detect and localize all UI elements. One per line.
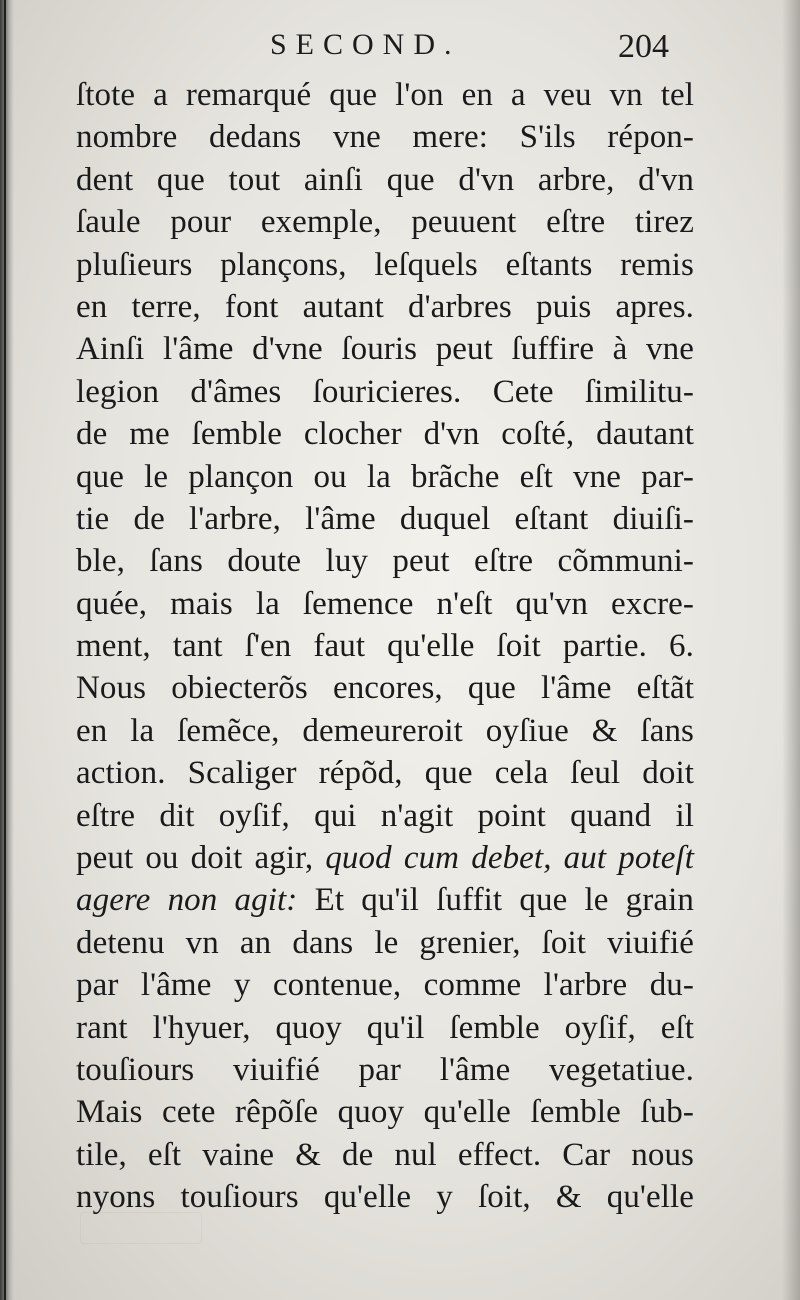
text-line <box>76 837 694 879</box>
roman-segment: peut ou doit agir, <box>76 840 326 877</box>
text-line: eſtre dit oyſif, qui n'agit point quand il <box>76 797 694 834</box>
page-edge-shadow <box>782 0 800 1300</box>
text-line: legion d'âmes ſouricieres. Cete ſimilitu- <box>76 373 694 410</box>
text-line: en la ſemẽce, demeureroit oyſiue & ſans <box>76 712 694 749</box>
roman-segment: Et qu'il ſuffit que le grain <box>297 882 694 919</box>
text-line: ſtote a remarqué que l'on en a veu vn tel <box>76 77 694 113</box>
text-line: Mais cete rêpõſe quoy qu'elle ſemble ſub- <box>76 1094 694 1131</box>
text-line: detenu vn an dans le grenier, ſoit viuifié <box>76 924 694 961</box>
text-line: tile, eſt vaine & de nul effect. Car nous <box>76 1136 694 1173</box>
text-line: pluſieurs plançons, leſquels eſtants remis <box>76 246 694 283</box>
running-head: SECOND. <box>270 28 461 61</box>
text-line: rant l'hyuer, quoy qu'il ſemble oyſif, eſt <box>76 1009 694 1046</box>
text-line: quée, mais la ſemence n'eſt qu'vn excre- <box>76 585 694 622</box>
page-number: 204 <box>618 28 669 65</box>
text-line: dent que tout ainſi que d'vn arbre, d'vn <box>76 161 694 198</box>
body-text <box>76 74 694 1219</box>
italic-latin-segment: quod cum debet, aut poteſt <box>325 840 694 877</box>
text-line: tie de l'arbre, l'âme duquel eſtant diuiſi- <box>76 500 694 537</box>
page-gutter <box>0 0 14 1300</box>
text-line: touſiours viuifié par l'âme vegetatiue. <box>76 1051 694 1088</box>
italic-latin-segment: agere non agit: <box>76 882 298 919</box>
text-line <box>76 879 694 921</box>
text-line: Nous obiecterõs encores, que l'âme eſtãt <box>76 670 694 707</box>
text-line: nyons touſiours qu'elle y ſoit, & qu'elle <box>76 1179 694 1216</box>
text-line: action. Scaliger répõd, que cela ſeul doit <box>76 755 694 792</box>
text-line: de me ſemble clocher d'vn coſté, dautant <box>76 416 694 453</box>
text-line: Ainſi l'âme d'vne ſouris peut ſuffire à vne <box>76 331 694 368</box>
text-line: nombre dedans vne mere: S'ils répon- <box>76 119 694 156</box>
text-line: ble, ſans doute luy peut eſtre cõmmuni- <box>76 543 694 580</box>
text-line: que le plançon ou la brãche eſt vne par- <box>76 458 694 495</box>
text-line: par l'âme y contenue, comme l'arbre du- <box>76 967 694 1004</box>
show-through-mark <box>80 1212 202 1244</box>
text-line: ſaule pour exemple, peuuent eſtre tirez <box>76 204 694 241</box>
text-line: ment, tant ſ'en faut qu'elle ſoit partie. 6. <box>76 628 694 665</box>
binding-edge <box>4 0 6 1300</box>
text-line: en terre, font autant d'arbres puis apres. <box>76 288 694 325</box>
page-header <box>78 22 698 72</box>
